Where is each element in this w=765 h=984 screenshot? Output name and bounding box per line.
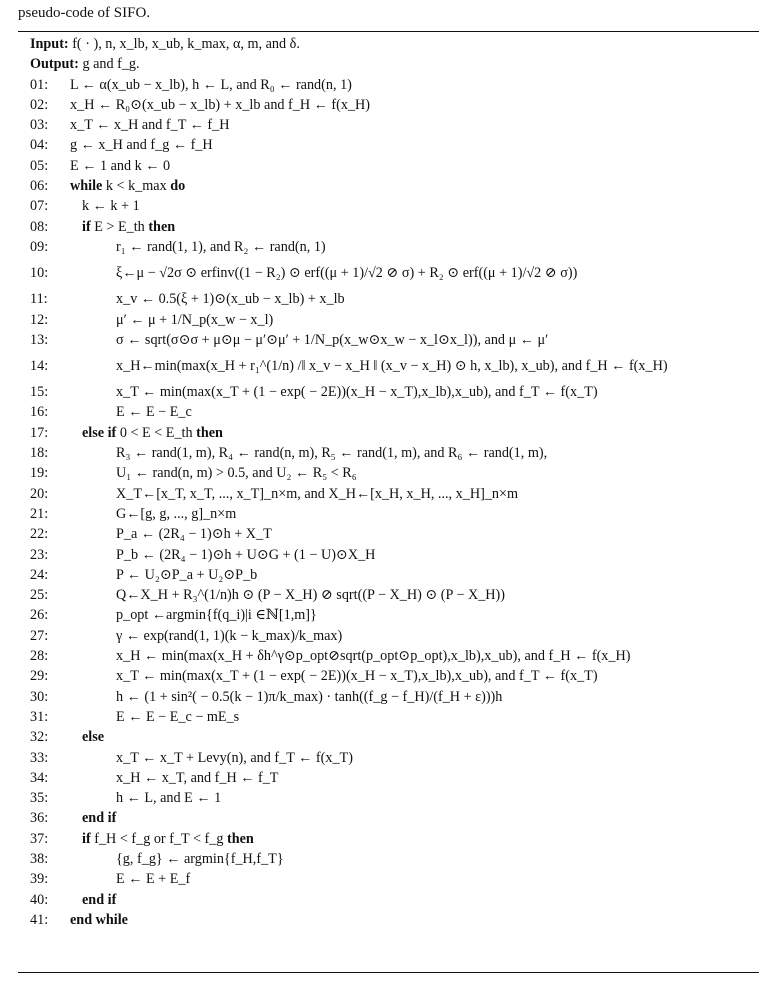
input-label: Input: bbox=[30, 36, 69, 52]
code-line bbox=[30, 788, 755, 808]
code-line bbox=[30, 869, 755, 889]
line-text: U₁ ← rand(n, m) > 0.5, and U₂ ← R₅ < R₆ bbox=[116, 465, 357, 482]
line-text: h ← L, and E ← 1 bbox=[116, 790, 222, 807]
code-line bbox=[30, 75, 755, 95]
line-number: 27: bbox=[30, 627, 49, 644]
line-number: 29: bbox=[30, 668, 49, 685]
line-number: 32: bbox=[30, 729, 49, 746]
code-line bbox=[30, 443, 755, 463]
code-line bbox=[30, 330, 755, 350]
line-number: 14: bbox=[30, 358, 49, 375]
line-text: end if bbox=[82, 891, 117, 908]
line-number: 17: bbox=[30, 424, 49, 441]
line-number: 16: bbox=[30, 404, 49, 421]
code-line bbox=[30, 808, 755, 828]
line-number: 25: bbox=[30, 587, 49, 604]
code-line bbox=[30, 565, 755, 585]
line-number: 26: bbox=[30, 607, 49, 624]
bottom-rule bbox=[18, 972, 759, 973]
line-number: 20: bbox=[30, 485, 49, 502]
code-line bbox=[30, 135, 755, 155]
line-number: 39: bbox=[30, 871, 49, 888]
line-text: end while bbox=[70, 911, 128, 928]
line-text: x_v ← 0.5(ξ + 1)⊙(x_ub − x_lb) + x_lb bbox=[116, 291, 345, 308]
line-text: x_T ← min(max(x_T + (1 − exp( − 2E))(x_H − x_T),x_lb),x_ub), and f_T ← f(x_T) bbox=[116, 668, 598, 685]
line-text: p_opt ←argmin{f(q_i)|i ∈ℕ[1,m]} bbox=[116, 607, 317, 624]
code-line bbox=[30, 890, 755, 910]
input-text: f( · ), n, x_lb, x_ub, k_max, α, m, and δ. bbox=[72, 36, 300, 52]
line-text: Q←X_H + R₃^(1/n)h ⊙ (P − X_H) ⊘ sqrt((P − X_H) ⊙ (P − X_H)) bbox=[116, 587, 506, 604]
line-number: 35: bbox=[30, 790, 49, 807]
line-text: if f_H < f_g or f_T < f_g then bbox=[82, 830, 254, 847]
line-text: γ ← exp(rand(1, 1)(k − k_max)/k_max) bbox=[116, 627, 343, 644]
line-number: 30: bbox=[30, 688, 49, 705]
line-number: 04: bbox=[30, 137, 49, 154]
line-number: 19: bbox=[30, 465, 49, 482]
code-line bbox=[30, 382, 755, 402]
line-number: 22: bbox=[30, 526, 49, 543]
code-line bbox=[30, 626, 755, 646]
line-text: else bbox=[82, 729, 105, 746]
line-number: 08: bbox=[30, 218, 49, 235]
code-line bbox=[30, 115, 755, 135]
line-number: 40: bbox=[30, 891, 49, 908]
code-line bbox=[30, 95, 755, 115]
line-number: 11: bbox=[30, 291, 48, 308]
code-line bbox=[30, 156, 755, 176]
line-text: g ← x_H and f_g ← f_H bbox=[70, 137, 213, 154]
line-text: μ′ ← μ + 1/N_p(x_w − x_l) bbox=[116, 311, 274, 328]
line-text: while k < k_max do bbox=[70, 178, 186, 195]
line-text: G←[g, g, ..., g]_n×m bbox=[116, 505, 237, 522]
code-line bbox=[30, 524, 755, 544]
code-line bbox=[30, 504, 755, 524]
line-text: if E > E_th then bbox=[82, 218, 176, 235]
line-text: x_H←min(max(x_H + r₁^(1/n) /‖ x_v − x_H ‖ (x_v − x_H) ⊙ h, x_lb), x_ub), and f_H ← f(x_H) bbox=[116, 358, 668, 375]
code-line bbox=[30, 585, 755, 605]
line-text: E ← E − E_c − mE_s bbox=[116, 708, 240, 725]
algorithm-body bbox=[30, 34, 755, 930]
line-text: end if bbox=[82, 810, 117, 827]
line-text: P_a ← (2R₄ − 1)⊙h + X_T bbox=[116, 526, 272, 543]
code-line bbox=[30, 289, 755, 309]
line-number: 01: bbox=[30, 76, 49, 93]
code-line bbox=[30, 237, 755, 257]
line-text: R₃ ← rand(1, m), R₄ ← rand(n, m), R₅ ← rand(1, m), and R₆ ← rand(1, m), bbox=[116, 445, 548, 462]
code-line bbox=[30, 748, 755, 768]
line-text: P_b ← (2R₄ − 1)⊙h + U⊙G + (1 − U)⊙X_H bbox=[116, 546, 376, 563]
input-line bbox=[30, 34, 755, 54]
code-line bbox=[30, 666, 755, 686]
code-line bbox=[30, 350, 755, 382]
line-number: 41: bbox=[30, 911, 49, 928]
code-line bbox=[30, 423, 755, 443]
line-number: 18: bbox=[30, 445, 49, 462]
code-line bbox=[30, 545, 755, 565]
line-text: E ← E + E_f bbox=[116, 871, 191, 888]
line-text: x_H ← R₀⊙(x_ub − x_lb) + x_lb and f_H ← f(x_H) bbox=[70, 96, 371, 113]
code-line bbox=[30, 768, 755, 788]
top-rule bbox=[18, 31, 759, 32]
code-line bbox=[30, 463, 755, 483]
code-line bbox=[30, 727, 755, 747]
code-line bbox=[30, 257, 755, 289]
line-number: 24: bbox=[30, 566, 49, 583]
line-text: else if 0 < E < E_th then bbox=[82, 424, 223, 441]
line-text: σ ← sqrt(σ⊙σ + μ⊙μ − μ′⊙μ′ + 1/N_p(x_w⊙x_w − x_l⊙x_l)), and μ ← μ′ bbox=[116, 331, 549, 348]
line-text: h ← (1 + sin²( − 0.5(k − 1)π/k_max) · tanh((f_g − f_H)/(f_H + ε)))h bbox=[116, 688, 503, 705]
line-text: x_T ← min(max(x_T + (1 − exp( − 2E))(x_H − x_T),x_lb),x_ub), and f_T ← f(x_T) bbox=[116, 384, 598, 401]
line-number: 28: bbox=[30, 648, 49, 665]
output-line bbox=[30, 54, 755, 74]
code-line bbox=[30, 176, 755, 196]
line-text: L ← α(x_ub − x_lb), h ← L, and R₀ ← rand(n, 1) bbox=[70, 76, 352, 93]
code-line bbox=[30, 849, 755, 869]
line-number: 05: bbox=[30, 157, 49, 174]
line-number: 38: bbox=[30, 850, 49, 867]
algorithm-caption: pseudo-code of SIFO. bbox=[18, 5, 151, 21]
line-number: 07: bbox=[30, 198, 49, 215]
code-line bbox=[30, 310, 755, 330]
line-text: E ← 1 and k ← 0 bbox=[70, 157, 171, 174]
code-line bbox=[30, 687, 755, 707]
line-text: k ← k + 1 bbox=[82, 198, 140, 215]
code-line bbox=[30, 707, 755, 727]
line-number: 34: bbox=[30, 769, 49, 786]
line-number: 12: bbox=[30, 311, 49, 328]
line-text: r₁ ← rand(1, 1), and R₂ ← rand(n, 1) bbox=[116, 238, 326, 255]
code-lines bbox=[30, 75, 755, 931]
line-number: 33: bbox=[30, 749, 49, 766]
code-line bbox=[30, 402, 755, 422]
line-number: 02: bbox=[30, 96, 49, 113]
line-text: P ← U₂⊙P_a + U₂⊙P_b bbox=[116, 566, 258, 583]
line-number: 15: bbox=[30, 384, 49, 401]
line-number: 10: bbox=[30, 265, 49, 282]
line-number: 36: bbox=[30, 810, 49, 827]
line-number: 03: bbox=[30, 117, 49, 134]
line-text: x_T ← x_H and f_T ← f_H bbox=[70, 117, 230, 134]
line-number: 31: bbox=[30, 708, 49, 725]
line-number: 06: bbox=[30, 178, 49, 195]
line-text: x_H ← min(max(x_H + δh^γ⊙p_opt⊘sqrt(p_opt⊙p_opt),x_lb),x_ub), and f_H ← f(x_H) bbox=[116, 648, 631, 665]
line-text: x_H ← x_T, and f_H ← f_T bbox=[116, 769, 279, 786]
code-line bbox=[30, 646, 755, 666]
line-number: 23: bbox=[30, 546, 49, 563]
line-text: x_T ← x_T + Levy(n), and f_T ← f(x_T) bbox=[116, 749, 353, 766]
code-line bbox=[30, 196, 755, 216]
code-line bbox=[30, 829, 755, 849]
line-text: ξ←μ − √2σ ⊙ erfinv((1 − R₂) ⊙ erf((μ + 1)/√2 ⊘ σ) + R₂ ⊙ erf((μ + 1)/√2 ⊘ σ)) bbox=[116, 265, 578, 282]
line-number: 13: bbox=[30, 331, 49, 348]
line-number: 21: bbox=[30, 505, 49, 522]
line-number: 37: bbox=[30, 830, 49, 847]
code-line bbox=[30, 605, 755, 625]
code-line bbox=[30, 217, 755, 237]
code-line bbox=[30, 484, 755, 504]
output-label: Output: bbox=[30, 56, 79, 73]
line-number: 09: bbox=[30, 238, 49, 255]
line-text: {g, f_g} ← argmin{f_H,f_T} bbox=[116, 850, 284, 867]
code-line bbox=[30, 910, 755, 930]
output-text: g and f_g. bbox=[82, 56, 140, 73]
line-text: E ← E − E_c bbox=[116, 404, 192, 421]
line-text: X_T←[x_T, x_T, ..., x_T]_n×m, and X_H←[x_H, x_H, ..., x_H]_n×m bbox=[116, 485, 519, 502]
